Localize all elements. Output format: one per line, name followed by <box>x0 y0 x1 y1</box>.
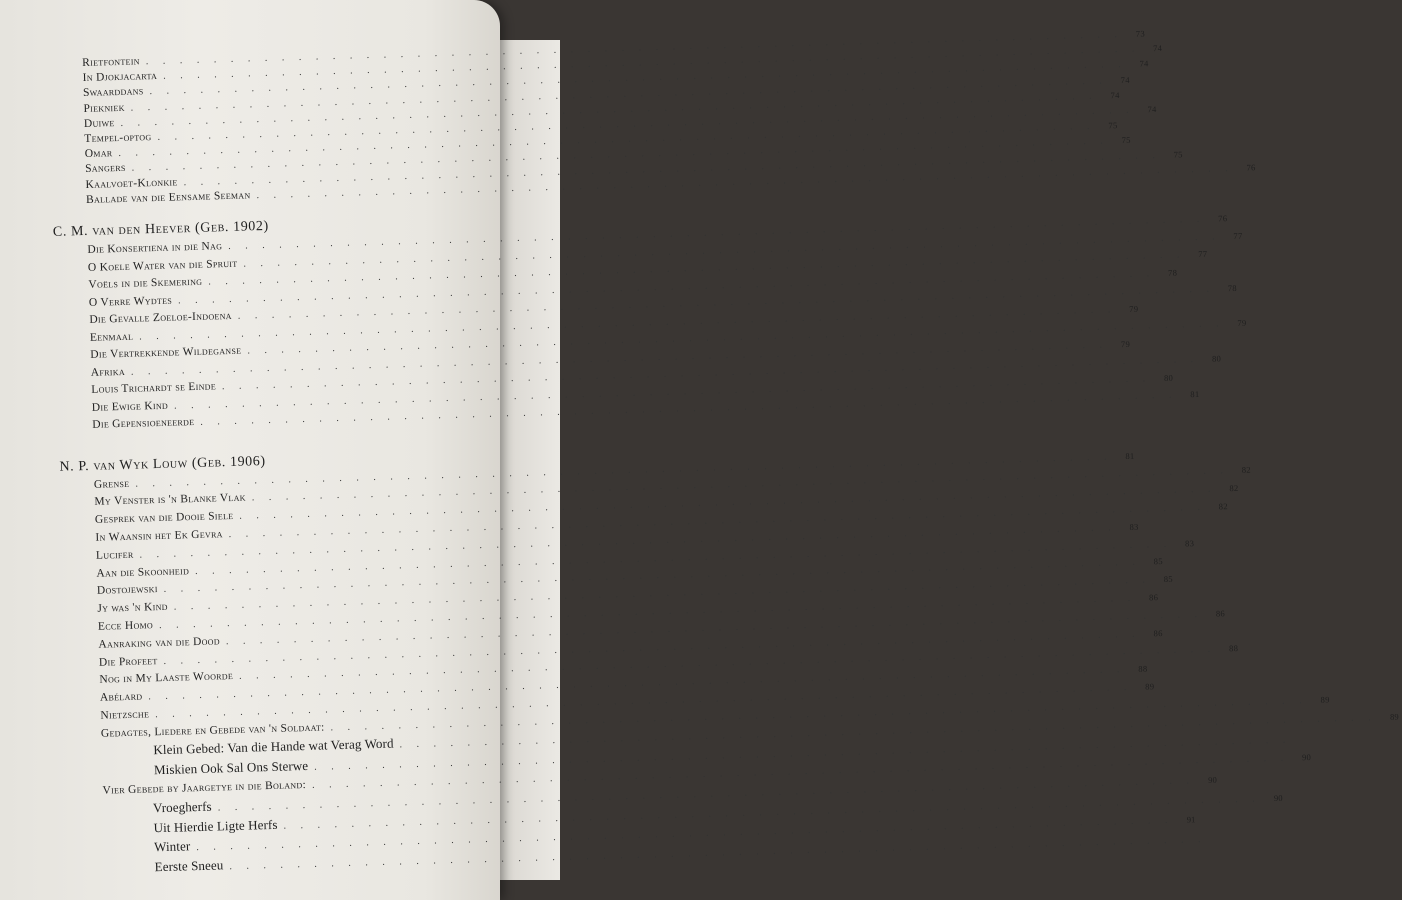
toc-group-heading: Gedagtes, Liedere en Gebede van 'n Soldaat: . . . 89 <box>101 714 511 743</box>
toc-entry: Ecce Homo . . . 86 <box>98 607 508 636</box>
toc-entry: Grense . . . 81 <box>94 465 504 494</box>
table-of-contents <box>52 28 1399 880</box>
toc-entry: Louis Trichardt se Einde . . . 80 <box>91 370 501 399</box>
toc-entry: Dostojewski . . . 85 <box>97 572 507 601</box>
toc-sub-entry: Uit Hierdie Ligte Herfs . . . 90 <box>103 809 513 840</box>
toc-entry: Ballade van die Eensame Seeman . . . 76 <box>86 181 496 208</box>
toc-sub-entry: Klein Gebed: Van die Hande wat Verag Word . . . 89 <box>101 732 511 763</box>
toc-entry: Jy was 'n Kind . . . 85 <box>97 589 507 618</box>
toc-entry: Die Konsertiena in die Nag . . . 76 <box>87 231 497 260</box>
toc-entry: Rietfontein . . . 73 <box>82 45 492 72</box>
author-heading: C. M. van den Heever (Geb. 1902) <box>52 218 270 240</box>
toc-entry: Gesprek van die Dooie Siele . . . 82 <box>95 500 505 529</box>
toc-entry: O Koele Water van die Spruit . . . 77 <box>88 248 498 277</box>
section-van-wyk-louw <box>59 445 1399 880</box>
toc-entry: Duiwe . . . 74 <box>84 105 494 132</box>
toc-entry: Aan die Skoonheid . . . 83 <box>96 554 506 583</box>
section-continued <box>82 28 1256 208</box>
toc-entry: Swaarddans . . . 74 <box>83 75 493 102</box>
toc-sub-entry: Winter . . . 91 <box>104 829 514 860</box>
author-heading: N. P. van Wyk Louw (Geb. 1906) <box>59 453 266 475</box>
toc-entry: Die Gepensioeneerde . . . 81 <box>92 405 502 434</box>
toc-entry: Lucifer . . . 83 <box>96 536 506 565</box>
toc-entry: My Venster is 'n Blanke Vlak . . . 82 <box>94 483 504 512</box>
toc-entry: Nog in My Laaste Woorde . . . 88 <box>99 661 509 690</box>
toc-entry: Die Ewige Kind . . . 80 <box>92 388 502 417</box>
toc-group-heading: Vier Gebede by Jaargetye in die Boland: . . . 90 <box>102 771 512 800</box>
toc-entry: Abélard . . . 88 <box>100 678 510 707</box>
section-van-den-heever <box>52 211 1247 435</box>
toc-entry: Die Vertrekkende Wildeganse . . . 79 <box>90 335 500 364</box>
toc-entry: Omar . . . 75 <box>85 136 495 163</box>
toc-sub-entry: Eerste Sneeu . . . <box>104 849 514 880</box>
toc-sub-entry: Miskien Ook Sal Ons Sterwe . . . <box>102 752 512 783</box>
toc-entry: Die Gevalle Zoeloe-Indoena . . . 78 <box>89 300 499 329</box>
toc-sub-entry: Vroegherfs . . . 90 <box>103 789 513 820</box>
toc-entry: Tempel-optog . . . 74 <box>84 121 494 148</box>
toc-entry: Kaalvoet-Klonkie . . . 75 <box>85 166 495 193</box>
toc-entry: Aanraking van die Dood . . . 86 <box>98 625 508 654</box>
toc-entry: Voëls in die Skemering . . . 77 <box>88 265 498 294</box>
toc-entry: Piekniek . . . 74 <box>83 90 493 117</box>
toc-entry: In Djokjacarta . . . 74 <box>82 60 492 87</box>
toc-entry: Die Profeet . . . 86 <box>99 643 509 672</box>
toc-entry: Sangers . . . 75 <box>85 151 495 178</box>
toc-entry: Nietzsche . . . 89 <box>100 696 510 725</box>
toc-entry: Eenmaal . . . 79 <box>90 318 500 347</box>
toc-entry: In Waansin het Ek Gevra . . . 82 <box>95 518 505 547</box>
toc-entry: Afrika . . . 79 <box>91 353 501 382</box>
toc-entry: O Verre Wydtes . . . 78 <box>89 283 499 312</box>
